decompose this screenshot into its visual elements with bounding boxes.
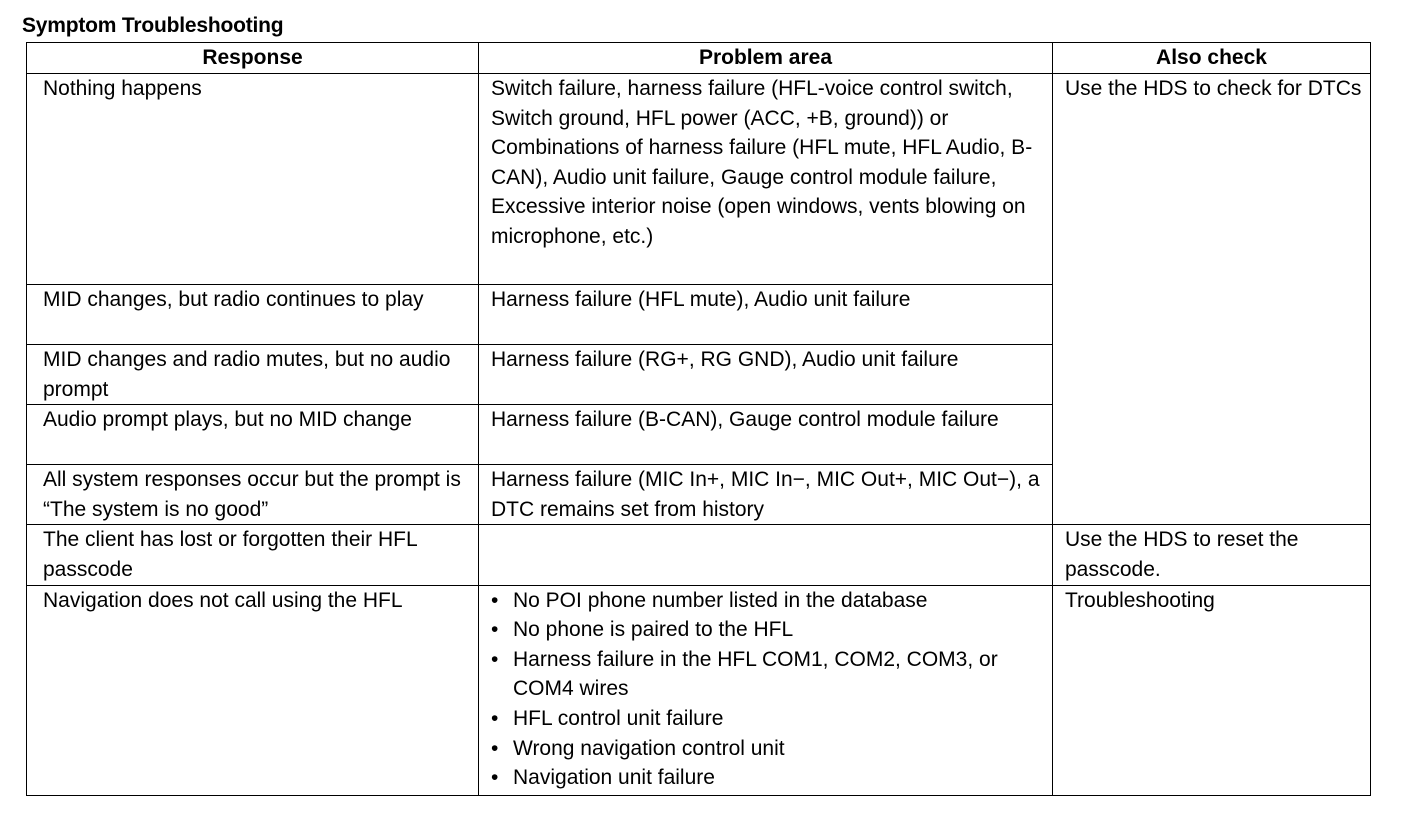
bullet-dot-icon: •: [491, 766, 499, 790]
problem-area-cell: Harness failure (RG+, RG GND), Audio unit failure: [479, 345, 1053, 405]
bullet-item: [491, 734, 1044, 764]
table-row: [27, 525, 1371, 585]
bullet-text: Navigation unit failure: [513, 766, 715, 790]
bullet-item: [491, 586, 1044, 616]
problem-area-cell: Switch failure, harness failure (HFL-voice control switch, Switch ground, HFL power (ACC, +B, ground)) or Combinations of harness failure (HFL mute, HFL Audio, B-CAN), Audio unit failure, Gauge control module failure, Excessive interior noise (open windows, vents blowing on microphone, etc.): [479, 74, 1053, 285]
bullet-dot-icon: •: [491, 736, 499, 760]
also-check-cell: Use the HDS to check for DTCs: [1053, 74, 1371, 525]
table-header-row: [27, 43, 1371, 74]
bullet-text: Wrong navigation control unit: [513, 736, 785, 760]
problem-area-cell: Harness failure (MIC In+, MIC In−, MIC Out+, MIC Out−), a DTC remains set from history: [479, 465, 1053, 525]
bullet-text: No phone is paired to the HFL: [513, 618, 794, 642]
bullet-text: No POI phone number listed in the database: [513, 588, 928, 612]
bullet-dot-icon: •: [491, 706, 499, 730]
also-check-cell: Troubleshooting: [1053, 585, 1371, 795]
bullet-text: HFL control unit failure: [513, 706, 724, 730]
bullet-dot-icon: •: [491, 588, 499, 612]
problem-area-cell: Harness failure (HFL mute), Audio unit failure: [479, 285, 1053, 345]
response-cell: All system responses occur but the prompt is “The system is no good”: [27, 465, 479, 525]
problem-area-cell: [479, 525, 1053, 585]
bullet-item: [491, 763, 1044, 793]
problem-area-cell: Harness failure (B-CAN), Gauge control module failure: [479, 405, 1053, 465]
problem-area-cell: [479, 585, 1053, 795]
response-cell: Nothing happens: [27, 74, 479, 285]
problem-bullet-list: [491, 586, 1044, 793]
response-cell: Audio prompt plays, but no MID change: [27, 405, 479, 465]
bullet-dot-icon: •: [491, 618, 499, 642]
response-cell: MID changes and radio mutes, but no audio prompt: [27, 345, 479, 405]
header-response: Response: [27, 43, 479, 74]
also-check-cell: Use the HDS to reset the passcode.: [1053, 525, 1371, 585]
bullet-item: [491, 615, 1044, 645]
bullet-text: Harness failure in the HFL COM1, COM2, COM3, or COM4 wires: [513, 647, 998, 701]
response-cell: MID changes, but radio continues to play: [27, 285, 479, 345]
response-cell: Navigation does not call using the HFL: [27, 585, 479, 795]
bullet-item: [491, 645, 1044, 704]
response-cell: The client has lost or forgotten their HFL passcode: [27, 525, 479, 585]
table-row: [27, 74, 1371, 285]
bullet-dot-icon: •: [491, 647, 499, 671]
header-problem-area: Problem area: [479, 43, 1053, 74]
page-title: Symptom Troubleshooting: [22, 14, 284, 37]
bullet-item: [491, 704, 1044, 734]
symptom-troubleshooting-table: [26, 42, 1371, 796]
table-row: [27, 585, 1371, 795]
header-also-check: Also check: [1053, 43, 1371, 74]
